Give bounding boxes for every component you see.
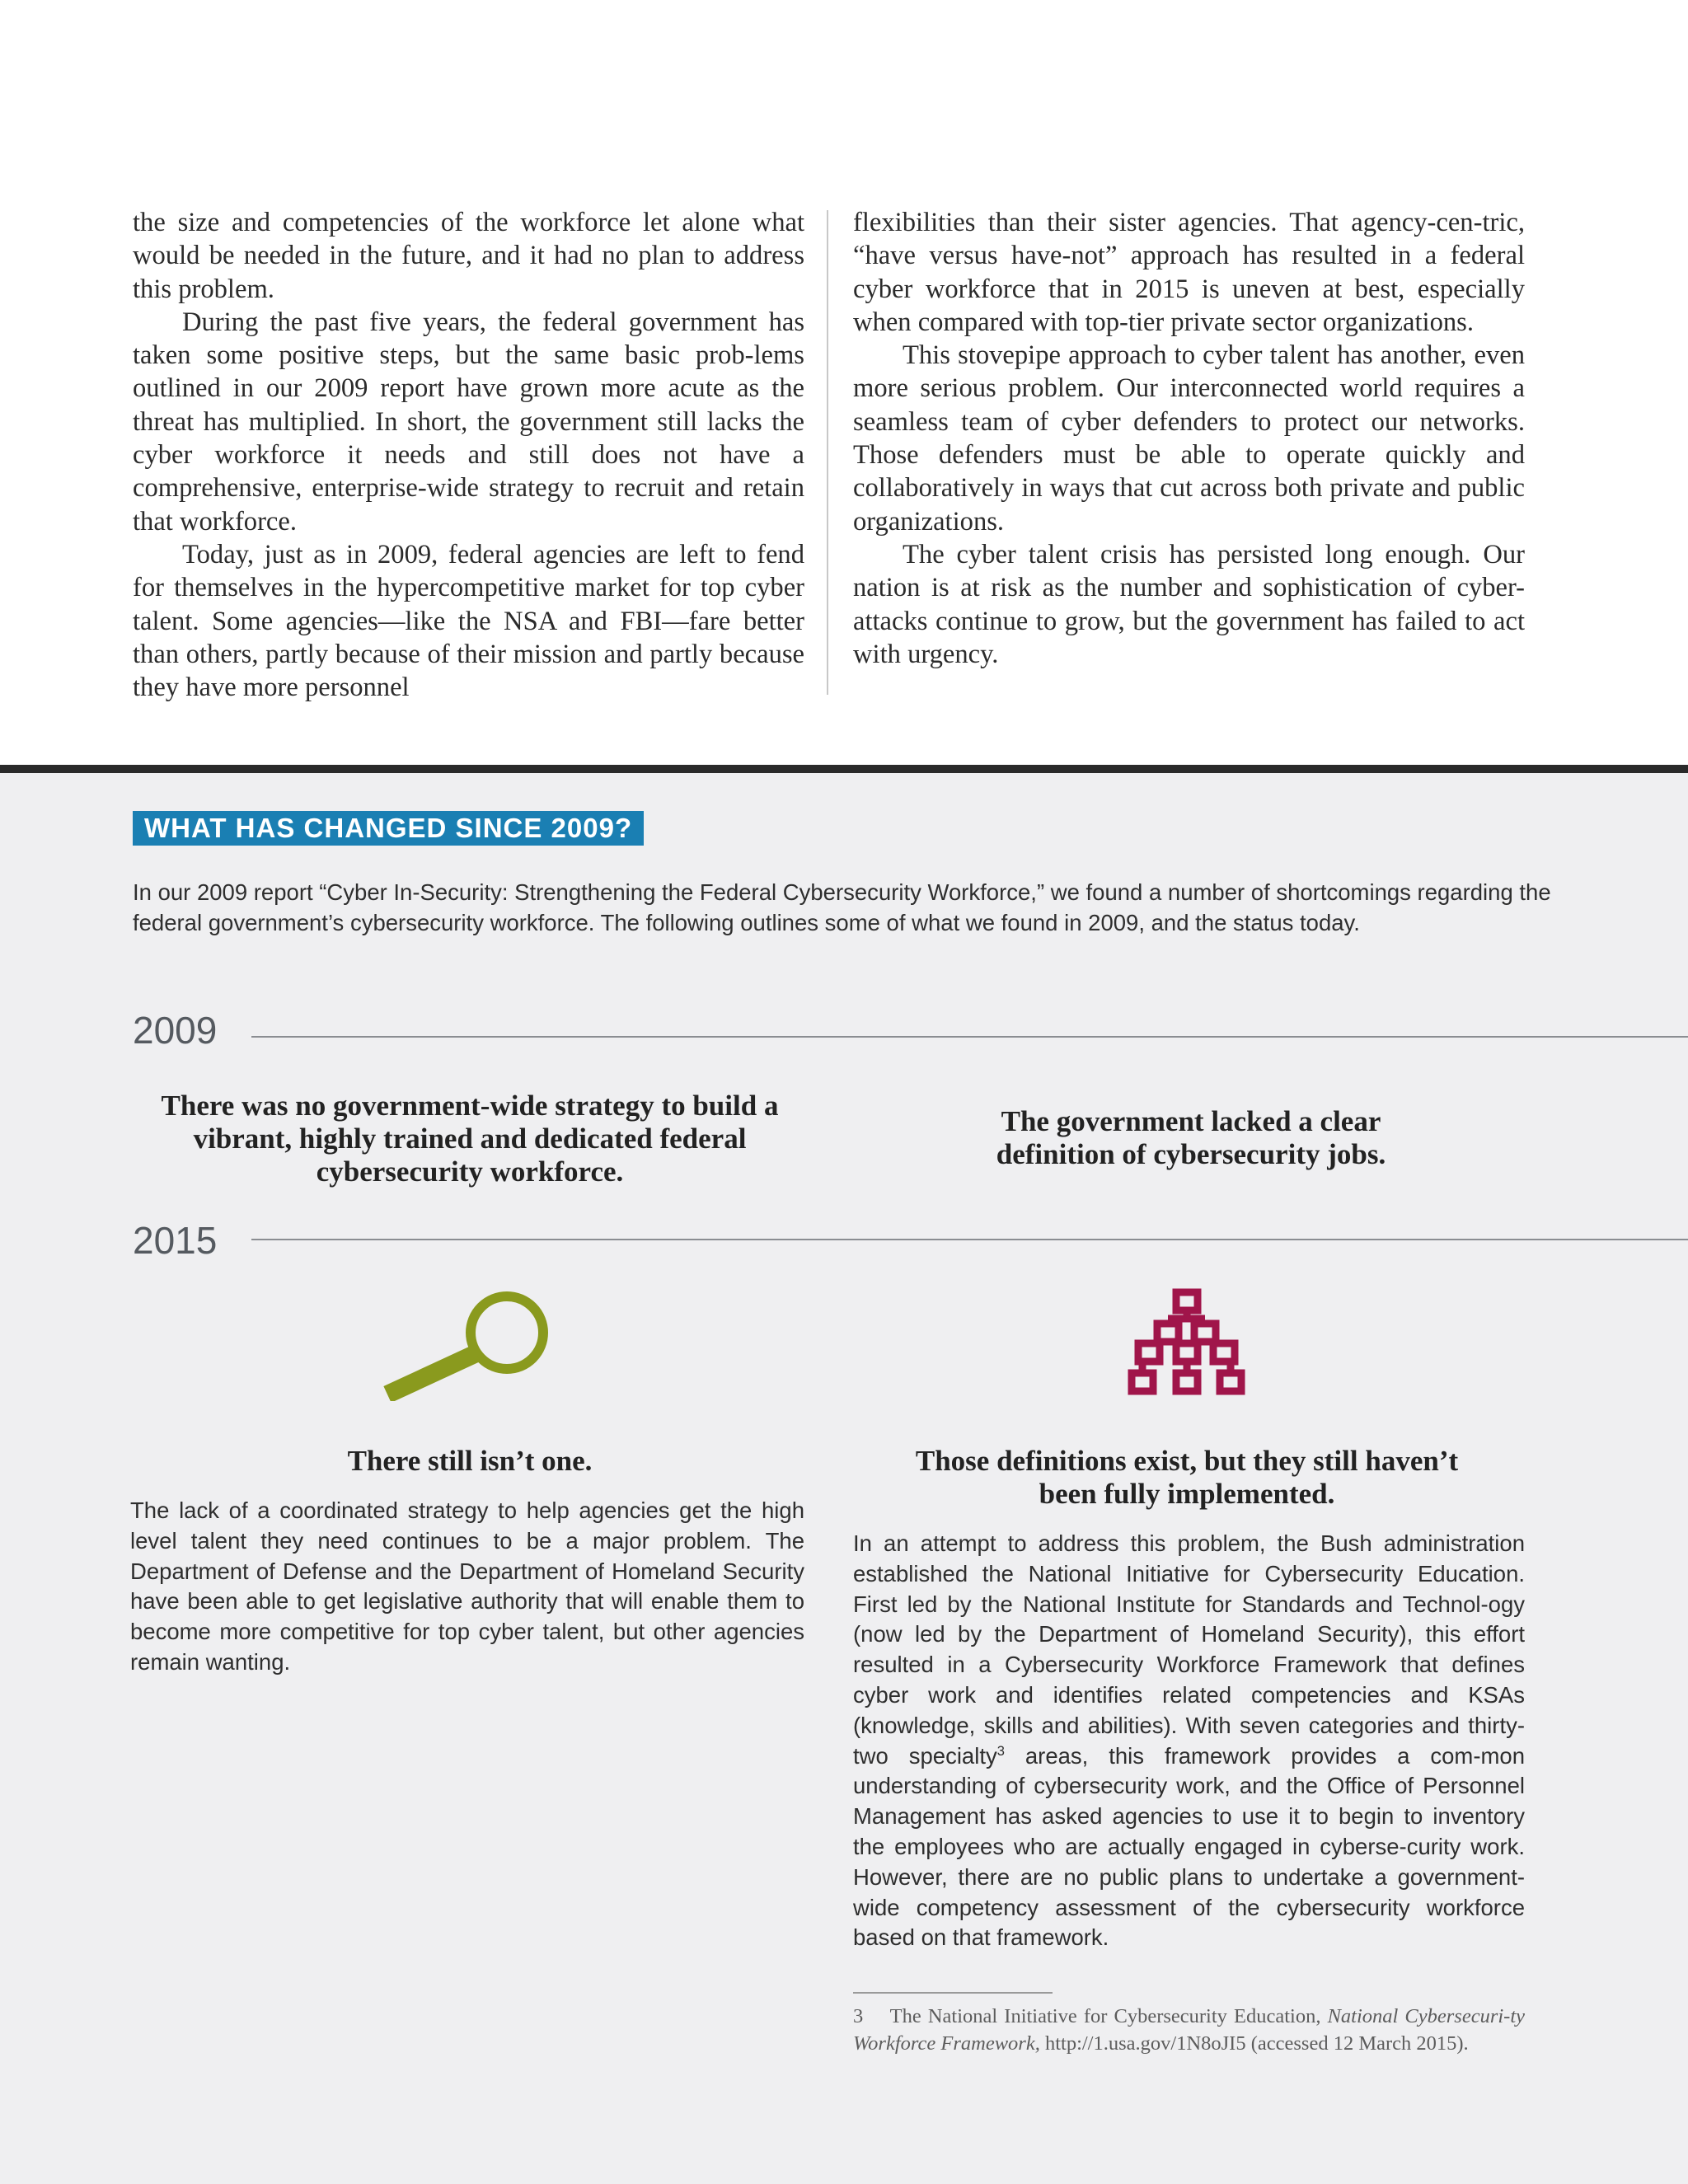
strategy-body-text: The lack of a coordinated strategy to help agencies get the high level talent they need continues to be a major problem. The Department of Defense and the Department of Homeland Security have been able to get legislative authority that will enable them to become more competitive for top cyber talent, but other agencies remain wanting. (130, 1497, 804, 1675)
hierarchy-icon (1127, 1287, 1246, 1396)
section-divider (0, 765, 1688, 773)
body-text-part: In an attempt to address this problem, the Bush administration established the National Initiative for Cybersecurity Education. First led by the National Institute for Standards and Technol-ogy (now led by the Department of Homeland Security), this effort resulted in a Cybersecurity Workforce Framework that defines cyber work and identifies related competencies and KSAs (knowledge, skills and abilities). With seven categories and thirty-two specialty (853, 1530, 1525, 1769)
finding-strategy: There was no government-wide strategy to build a vibrant, highly trained and dedicated federal cybersecurity workforce. (161, 1090, 779, 1188)
finding-definitions: The government lacked a clear definition of cybersecurity jobs. (996, 1105, 1386, 1170)
section-heading: WHAT HAS CHANGED SINCE 2009? (133, 811, 644, 846)
footnote-number: 3 (853, 2005, 864, 2027)
definitions-body-text (853, 1529, 1525, 1953)
timeline-rule-2015 (251, 1239, 1688, 1240)
timeline-rule-2009 (251, 1036, 1688, 1038)
answer-definitions: Those definitions exist, but they still haven’t been fully implemented. (915, 1445, 1459, 1510)
footnote-rule (853, 1992, 1053, 1994)
magnifying-glass-icon (379, 1288, 552, 1401)
top-section (0, 0, 1688, 766)
footnote-title: National Cybersecuri-ty Workforce Framework, (853, 2005, 1526, 2055)
footnote-url: http://1.usa.gov/1N8oJI5 (accessed 12 March 2015). (1039, 2032, 1469, 2055)
paragraph: This stovepipe approach to cyber talent has another, even more serious problem. Our interconnected world requires a seamless team of cyber defenders to protect our networks. Those defenders must be able to operate quickly and collaboratively in ways that cut across both private and public organizations. (853, 340, 1525, 537)
paragraph: During the past five years, the federal government has taken some positive steps, but the same basic prob-lems outlined in our 2009 report have grown more acute as the threat has multiplied. In short, the government still lacks the cyber workforce it needs and still does not have a comprehensive, enterprise-wide strategy to recruit and retain that workforce. (133, 307, 804, 537)
footnote-text: The National Initiative for Cybersecurity Education, (889, 2005, 1328, 2027)
paragraph: the size and competencies of the workforce let alone what would be needed in the future, and it had no plan to address this problem. (133, 208, 804, 304)
left-text-column (133, 206, 804, 704)
right-text-column (853, 206, 1525, 671)
year-label-2015: 2015 (133, 1219, 218, 1262)
paragraph: Today, just as in 2009, federal agencies are left to fend for themselves in the hypercompetitive market for top cyber talent. Some agencies—like the NSA and FBI—fare better than others, partly because of their mission and partly because they have more personnel (133, 539, 804, 703)
footnote (853, 2003, 1525, 2057)
paragraph: flexibilities than their sister agencies. That agency-cen-tric, “have versus have-not” approach has resulted in a federal cyber workforce that in 2015 is uneven at best, especially when compared with top-tier private sector organizations. (853, 208, 1525, 337)
body-text-part: areas, this framework provides a com-mon understanding of cybersecurity work, and the Office of Personnel Management has asked agencies to use it to begin to inventory the employees who are actually engaged in cyberse-curity work. However, there are no public plans to undertake a government-wide competency assessment of the cybersecurity workforce based on that framework. (853, 1742, 1525, 1951)
column-divider (827, 210, 828, 695)
paragraph: The cyber talent crisis has persisted long enough. Our nation is at risk as the number and sophistication of cyber-attacks continue to grow, but the government has failed to act with urgency. (853, 539, 1525, 669)
year-label-2009: 2009 (133, 1009, 218, 1052)
section-intro: In our 2009 report “Cyber In-Security: Strengthening the Federal Cybersecurity Workforce,” we found a number of shortcomings regarding the federal government’s cybersecurity workforce. The following outlines some of what we found in 2009, and the status today. (133, 879, 1551, 935)
footnote-marker: 3 (996, 1743, 1005, 1759)
answer-strategy: There still isn’t one. (347, 1445, 593, 1477)
